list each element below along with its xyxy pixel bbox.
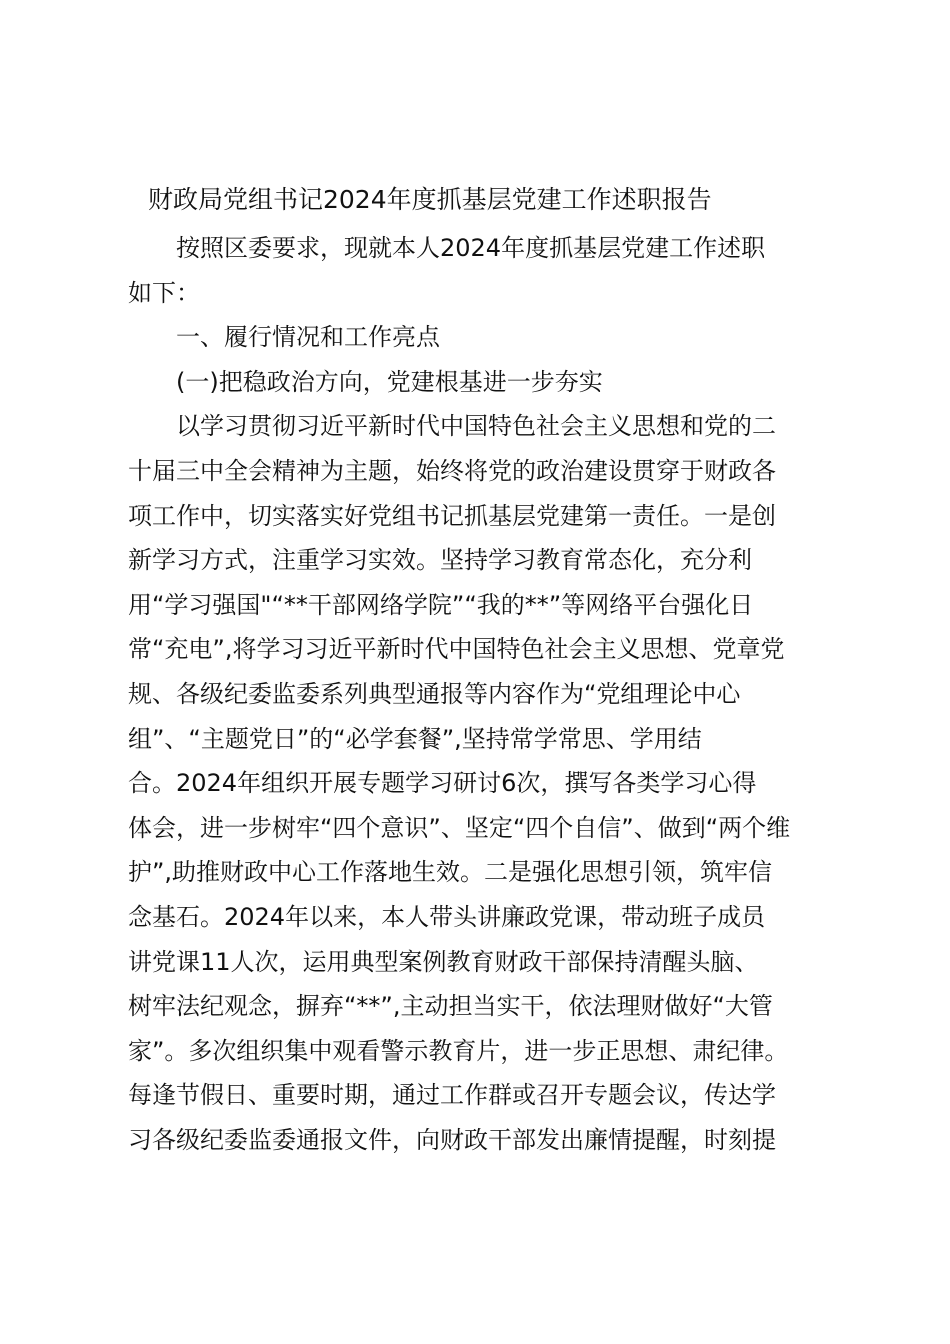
text-line: 每逢节假日、重要时期，通过工作群或召开专题会议，传达学 xyxy=(128,1081,776,1110)
text-line: 用“学习强国"“**干部网络学院”“我的**”等网络平台强化日 xyxy=(128,590,754,619)
text-line: 合。2024年组织开展专题学习研讨6次，撰写各类学习心得 xyxy=(128,769,757,798)
text-line: 按照区委要求，现就本人2024年度抓基层党建工作述职 xyxy=(176,234,766,262)
text-line: 如下： xyxy=(128,278,200,307)
text-line: 讲党课11人次，运用典型案例教育财政干部保持清醒头脑、 xyxy=(128,947,759,976)
text-line: 习各级纪委监委通报文件，向财政干部发出廉情提醒，时刻提 xyxy=(128,1125,776,1154)
text-line: 家”。多次组织集中观看警示教育片，进一步正思想、肃纪律。 xyxy=(128,1036,789,1065)
text-line: 念基石。2024年以来，本人带头讲廉政党课，带动班子成员 xyxy=(128,902,766,931)
text-line: 以学习贯彻习近平新时代中国特色社会主义思想和党的二 xyxy=(176,412,776,441)
text-line: (一)把稳政治方向，党建根基进一步夯实 xyxy=(176,367,603,396)
text-line: 一、履行情况和工作亮点 xyxy=(176,323,440,352)
text-line: 十届三中全会精神为主题，始终将党的政治建设贯穿于财政各 xyxy=(128,456,776,485)
document-title: 财政局党组书记2024年度抓基层党建工作述职报告 xyxy=(148,185,712,214)
text-line: 体会，进一步树牢“四个意识”、坚定“四个自信”、做到“两个维 xyxy=(128,813,791,842)
text-line: 树牢法纪观念，摒弃“**”,主动担当实干，依法理财做好“大管 xyxy=(128,992,773,1021)
document-body xyxy=(128,226,838,1162)
text-line: 组”、“主题党日”的“必学套餐”,坚持常学常思、学用结 xyxy=(128,724,702,753)
text-line: 项工作中，切实落实好党组书记抓基层党建第一责任。一是创 xyxy=(128,501,776,530)
text-line: 护”,助推财政中心工作落地生效。二是强化思想引领，筑牢信 xyxy=(128,858,773,887)
text-line: 常“充电”,将学习习近平新时代中国特色社会主义思想、党章党 xyxy=(128,635,785,664)
text-line: 规、各级纪委监委系列典型通报等内容作为“党组理论中心 xyxy=(128,679,741,708)
text-line: 新学习方式，注重学习实效。坚持学习教育常态化，充分利 xyxy=(128,546,752,575)
